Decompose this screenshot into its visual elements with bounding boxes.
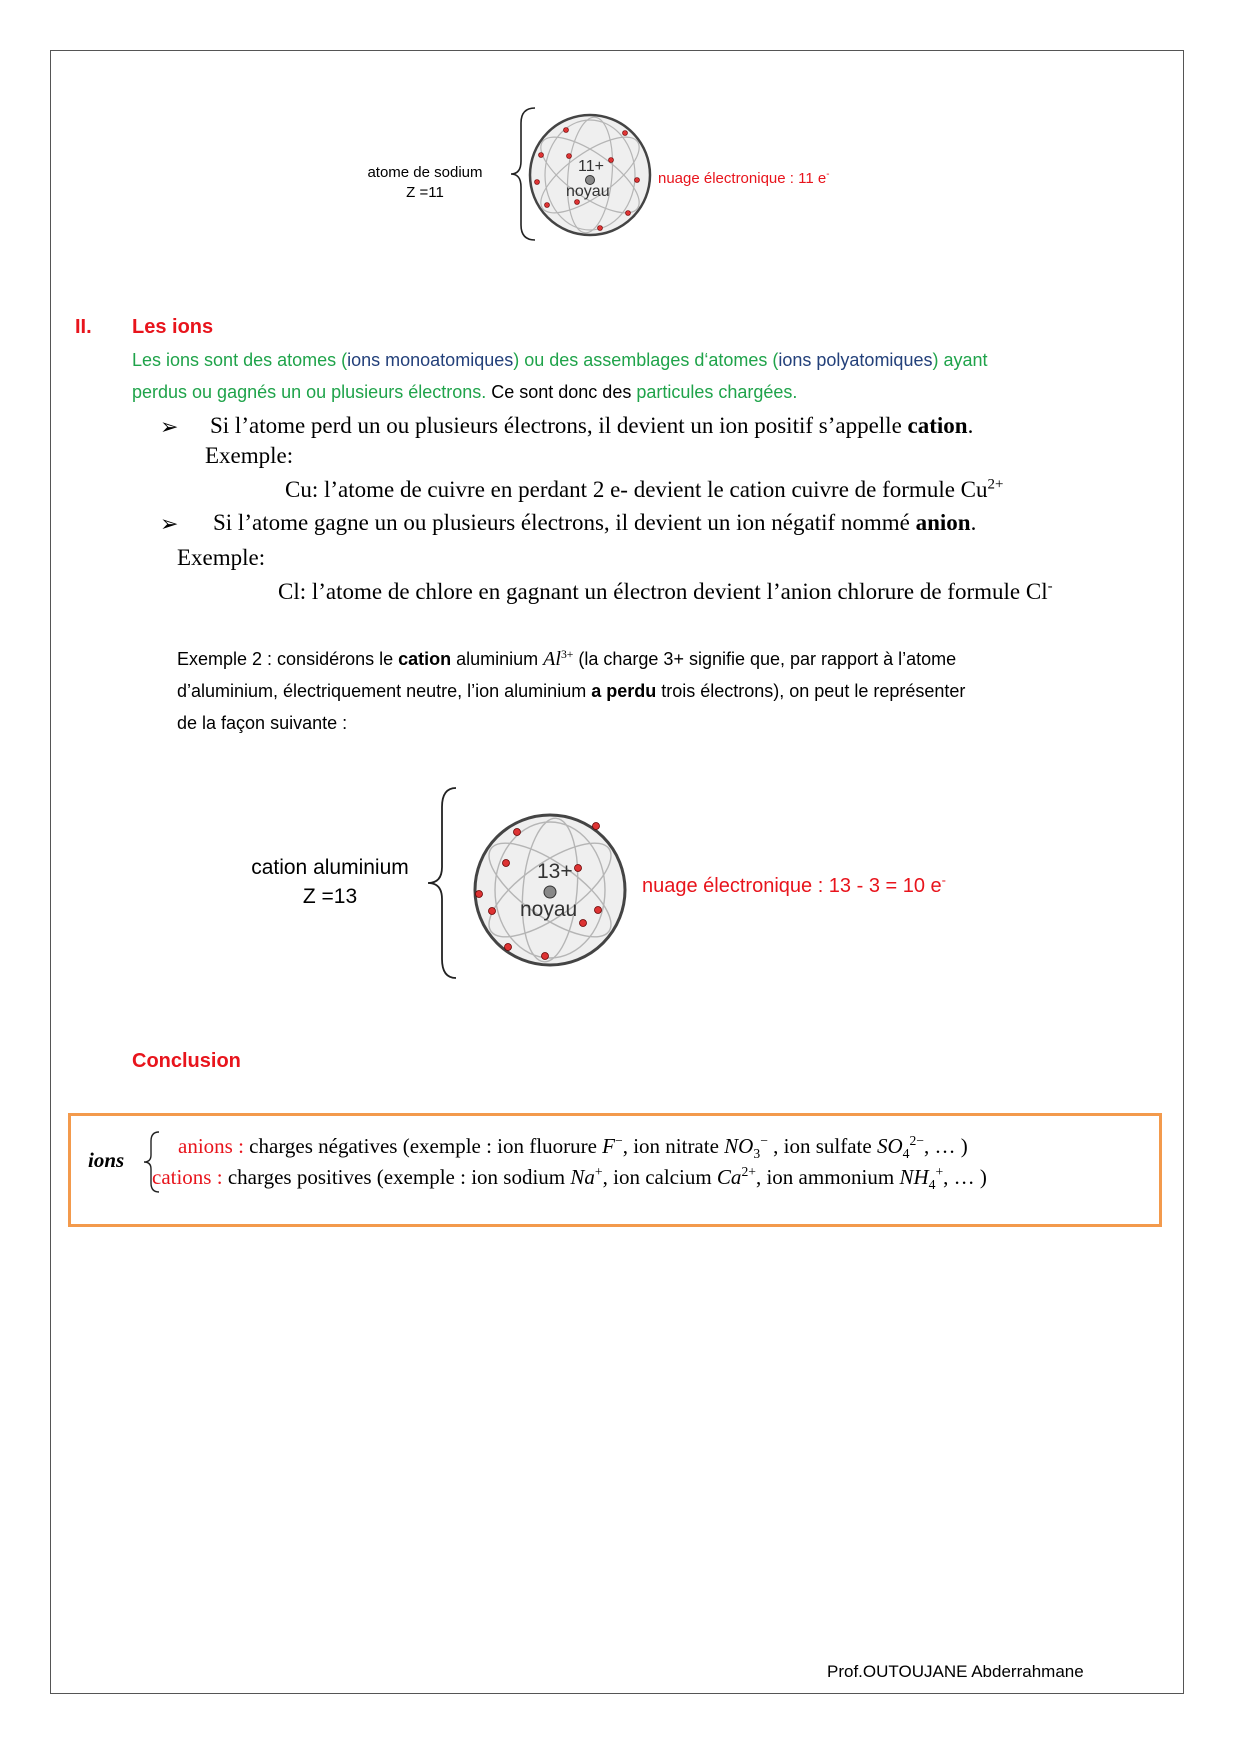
arrow-bullet-icon: ➢ [160,414,179,439]
aluminium-nucleus-label: noyau [520,898,578,921]
sodium-charge-ion: + [594,1164,603,1179]
ex2-al: Al [543,648,561,670]
section-number: II. [75,316,92,338]
anion-bullet-bold: anion [915,510,971,535]
brace-icon [420,785,462,981]
sodium-charge: 11+ [578,158,604,175]
cations-text2: , ion calcium [602,1165,717,1189]
example2-line1 [177,648,956,671]
aluminium-cloud-sup: - [941,872,947,888]
cations-text3: , ion ammonium [755,1165,900,1189]
example2-line3: de la façon suivante : [177,713,348,733]
aluminium-label-name: cation aluminium [251,856,409,879]
ex2-l2c: trois électrons), on peut le représenter [656,681,966,701]
calcium-charge: 2+ [741,1164,756,1179]
sodium-symbol: Na [570,1165,595,1189]
footer-author: Prof.OUTOUJANE Abderrahmane [827,1662,1084,1681]
aluminium-charge: 13+ [537,860,573,883]
conclusion-title: Conclusion [132,1050,241,1072]
ammonium-symbol: NH [899,1165,929,1189]
anions-label: anions : [178,1134,244,1158]
cation-bullet-text [210,413,973,439]
ex2-al-sup: 3+ [560,648,574,661]
calcium-symbol: Ca [716,1165,742,1189]
cations-end: , … ) [943,1165,987,1189]
cation-example-sup: 2+ [987,476,1004,493]
def-part3: ) ou des assemblages d‘atomes ( [513,350,779,370]
anion-example-sup: - [1047,578,1053,595]
def-part4: ions polyatomiques [778,350,933,370]
example2-line2 [177,681,965,702]
ex2-l2a: d’aluminium, électriquement neutre, l’ion aluminium [177,681,592,701]
ex2-l1d: (la charge 3+ signifie que, par rapport à l’atome [573,649,957,669]
anions-end: , … ) [923,1134,968,1158]
anion-example-text [278,579,1053,605]
ammonium-index: 4 [928,1177,936,1193]
sulfate-index: 4 [902,1146,910,1162]
aluminium-cation-label [230,853,430,911]
anion-bullet-end: . [970,510,977,535]
nitrate-symbol: NO [724,1134,754,1158]
anion-example-label: Exemple: [177,545,266,570]
aluminium-cation-diagram [470,810,630,970]
sodium-atom-label [360,163,490,203]
sodium-cloud-sup: - [826,169,830,180]
aluminium-cloud-text: nuage électronique : 13 - 3 = 10 e [642,875,942,897]
nitrate-charge: − [760,1133,768,1148]
ex2-l2b: a perdu [591,681,657,701]
section-title: Les ions [132,316,214,338]
ex2-l1c: aluminium [451,649,544,669]
cations-text: charges positives (exemple : ion sodium [222,1165,571,1189]
fluoride-symbol: F [602,1134,615,1158]
anion-bullet-text [213,510,976,536]
nitrate-index: 3 [753,1146,761,1162]
cation-example-main: Cu: l’atome de cuivre en perdant 2 e- devient le cation cuivre de formule Cu [285,477,988,502]
ions-label: ions [88,1148,125,1172]
def-part2: ions monoatomiques [347,350,514,370]
sodium-electron-cloud [658,170,829,187]
def-part1: Les ions sont des atomes ( [132,350,348,370]
anion-example-main: Cl: l’atome de chlore en gagnant un électron devient l’anion chlorure de formule Cl [278,579,1048,604]
sulfate-symbol: SO [876,1134,903,1158]
cations-line [152,1164,987,1193]
ions-definition-line1 [132,350,988,371]
cations-label: cations : [152,1165,223,1189]
sodium-nucleus-label: noyau [566,183,610,200]
def-part8: particules chargées. [636,382,798,402]
cation-example-label: Exemple: [205,443,294,468]
aluminium-label-z: Z =13 [302,885,358,908]
ex2-l1a: Exemple 2 : considérons le [177,649,399,669]
ex2-l1b: cation [398,649,452,669]
anions-text: charges négatives (exemple : ion fluorure [243,1134,603,1158]
def-part7: Ce sont donc des [486,382,637,402]
cation-bullet-end: . [967,413,974,438]
anions-text2: , ion nitrate [622,1134,725,1158]
arrow-bullet-icon: ➢ [160,511,179,536]
ions-definition-line2 [132,382,797,403]
cation-bullet-main: Si l’atome perd un ou plusieurs électrons, il devient un ion positif s’appelle [210,413,908,438]
aluminium-electron-cloud [642,872,947,898]
sodium-cloud-text: nuage électronique : 11 e [658,170,827,187]
fluoride-charge: − [614,1133,623,1148]
def-part6: perdus ou gagnés un ou plusieurs électrons. [132,382,487,402]
cation-example-text [285,477,1003,503]
sulfate-charge: 2− [909,1133,924,1148]
def-part5: ) ayant [932,350,988,370]
anion-bullet-main: Si l’atome gagne un ou plusieurs électrons, il devient un ion négatif nommé [213,510,916,535]
sodium-label-z: Z =11 [406,184,444,201]
ammonium-charge: + [935,1164,944,1179]
anions-text3: , ion sulfate [767,1134,877,1158]
cation-bullet-bold: cation [907,413,968,438]
sodium-label-name: atome de sodium [367,164,483,181]
anions-line [178,1133,968,1162]
